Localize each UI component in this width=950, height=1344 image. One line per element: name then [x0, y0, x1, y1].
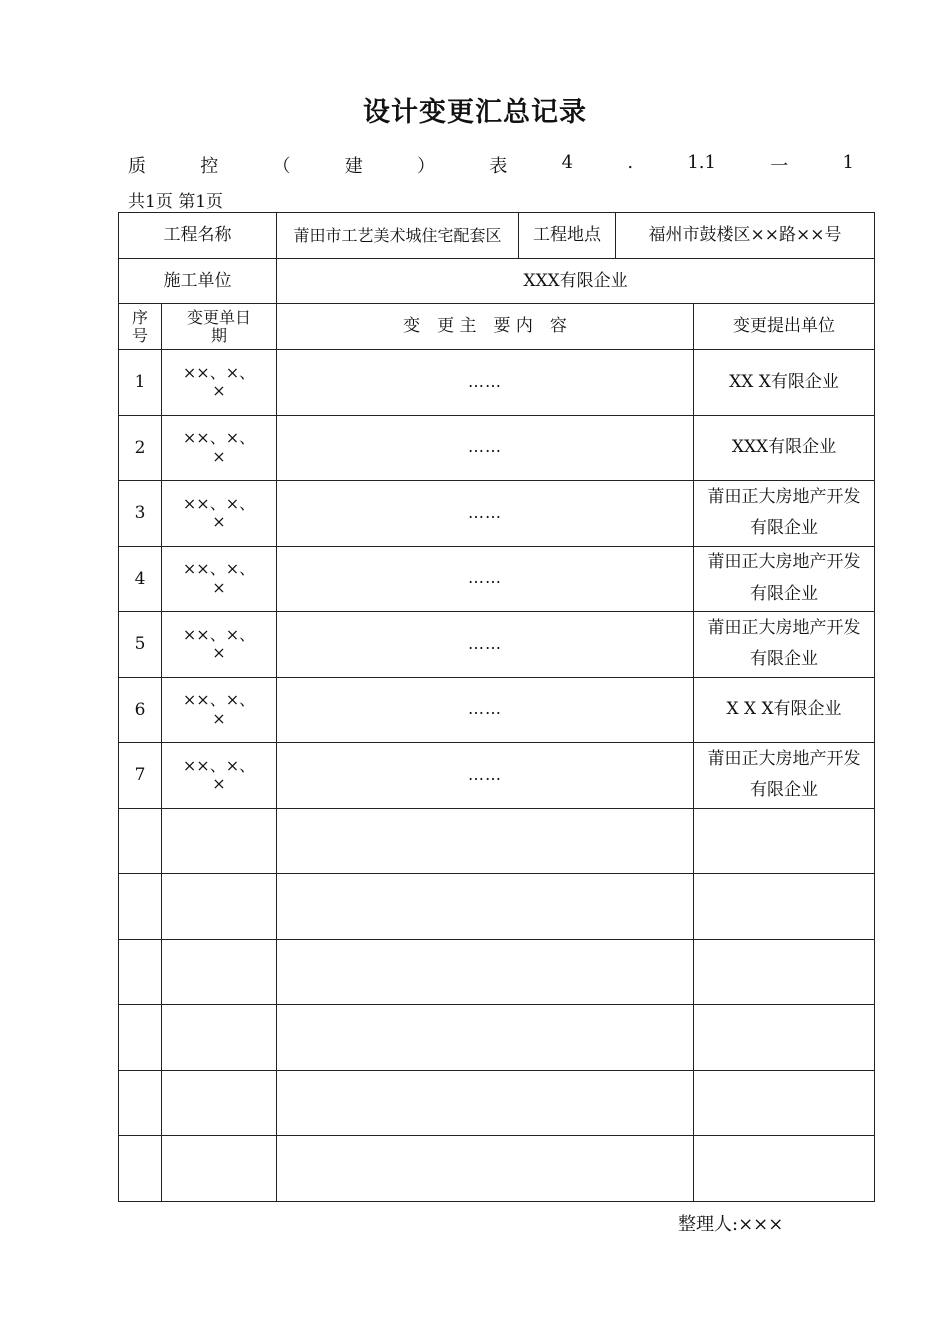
form-code-char: 1 [842, 152, 854, 173]
table-row [119, 481, 875, 547]
row-content: …… [277, 612, 694, 678]
change-summary-table [118, 212, 875, 1202]
contractor-label: 施工单位 [119, 259, 277, 304]
row-date [162, 1136, 277, 1202]
row-seq: 4 [119, 546, 162, 612]
project-location-value: 福州市鼓楼区××路××号 [616, 213, 875, 259]
row-seq: 7 [119, 743, 162, 809]
row-proposer: X X X有限企业 [694, 677, 875, 743]
organizer: 整理人:××× [678, 1214, 784, 1235]
form-code-char: ） [417, 156, 436, 177]
table-row [119, 677, 875, 743]
table-row [119, 546, 875, 612]
form-code-char: 表 [489, 156, 508, 177]
row-content: …… [277, 546, 694, 612]
row-content [277, 1005, 694, 1071]
form-code-char: （ [272, 156, 291, 177]
page-info: 共1页 第1页 [128, 192, 224, 212]
project-name-label: 工程名称 [119, 213, 277, 259]
row-seq [119, 808, 162, 874]
row-proposer: XXX有限企业 [694, 415, 875, 481]
form-code-char: . [627, 152, 634, 173]
row-date: ××、×、× [162, 612, 277, 678]
row-proposer: 莆田正大房地产开发有限企业 [694, 743, 875, 809]
form-code [128, 152, 854, 178]
row-date [162, 874, 277, 940]
row-seq: 3 [119, 481, 162, 547]
table-row [119, 415, 875, 481]
table-row [119, 612, 875, 678]
contractor-value: XXX有限企业 [277, 259, 875, 304]
row-proposer: 莆田正大房地产开发有限企业 [694, 481, 875, 547]
row-seq [119, 1070, 162, 1136]
row-seq: 6 [119, 677, 162, 743]
row-date: ××、×、× [162, 415, 277, 481]
row-date [162, 939, 277, 1005]
row-date: ××、×、× [162, 743, 277, 809]
row-date [162, 808, 277, 874]
table-row [119, 743, 875, 809]
row-content: …… [277, 415, 694, 481]
row-seq [119, 939, 162, 1005]
project-name-value: 莆田市工艺美术城住宅配套区 [277, 213, 519, 259]
row-proposer [694, 1070, 875, 1136]
row-seq: 2 [119, 415, 162, 481]
row-content [277, 808, 694, 874]
row-seq [119, 1005, 162, 1071]
header-row [119, 304, 875, 350]
table-row [119, 1070, 875, 1136]
contractor-row [119, 259, 875, 304]
row-content: …… [277, 677, 694, 743]
row-seq [119, 1136, 162, 1202]
row-seq: 5 [119, 612, 162, 678]
row-date [162, 1070, 277, 1136]
table-row [119, 1005, 875, 1071]
row-proposer: 莆田正大房地产开发有限企业 [694, 546, 875, 612]
row-seq [119, 874, 162, 940]
page-title: 设计变更汇总记录 [363, 97, 587, 128]
form-code-char: 4 [561, 152, 574, 173]
form-code-char: 控 [200, 156, 219, 177]
row-seq: 1 [119, 350, 162, 416]
column-header-seq: 序号 [119, 304, 162, 350]
row-content: …… [277, 350, 694, 416]
row-date [162, 1005, 277, 1071]
table-row [119, 874, 875, 940]
table-row [119, 808, 875, 874]
table-row [119, 350, 875, 416]
form-code-char: 一 [770, 156, 789, 177]
row-proposer [694, 939, 875, 1005]
form-code-char: 质 [128, 156, 146, 177]
row-date: ××、×、× [162, 677, 277, 743]
row-content [277, 1136, 694, 1202]
column-header-date: 变更单日 期 [162, 304, 277, 350]
row-proposer [694, 1005, 875, 1071]
row-content [277, 1070, 694, 1136]
row-proposer [694, 874, 875, 940]
form-code-char: 建 [344, 156, 363, 177]
form-code-char: 1.1 [687, 152, 716, 173]
row-content: …… [277, 743, 694, 809]
column-header-content: 变 更 主 要 内 容 [277, 304, 694, 350]
project-row [119, 213, 875, 259]
row-content: …… [277, 481, 694, 547]
row-proposer [694, 1136, 875, 1202]
row-date: ××、×、× [162, 546, 277, 612]
row-content [277, 874, 694, 940]
row-content [277, 939, 694, 1005]
table-row [119, 1136, 875, 1202]
row-proposer: XX X有限企业 [694, 350, 875, 416]
table-row [119, 939, 875, 1005]
project-location-label: 工程地点 [519, 213, 616, 259]
column-header-proposer: 变更提出单位 [694, 304, 875, 350]
row-proposer [694, 808, 875, 874]
row-proposer: 莆田正大房地产开发有限企业 [694, 612, 875, 678]
row-date: ××、×、× [162, 350, 277, 416]
row-date: ××、×、× [162, 481, 277, 547]
